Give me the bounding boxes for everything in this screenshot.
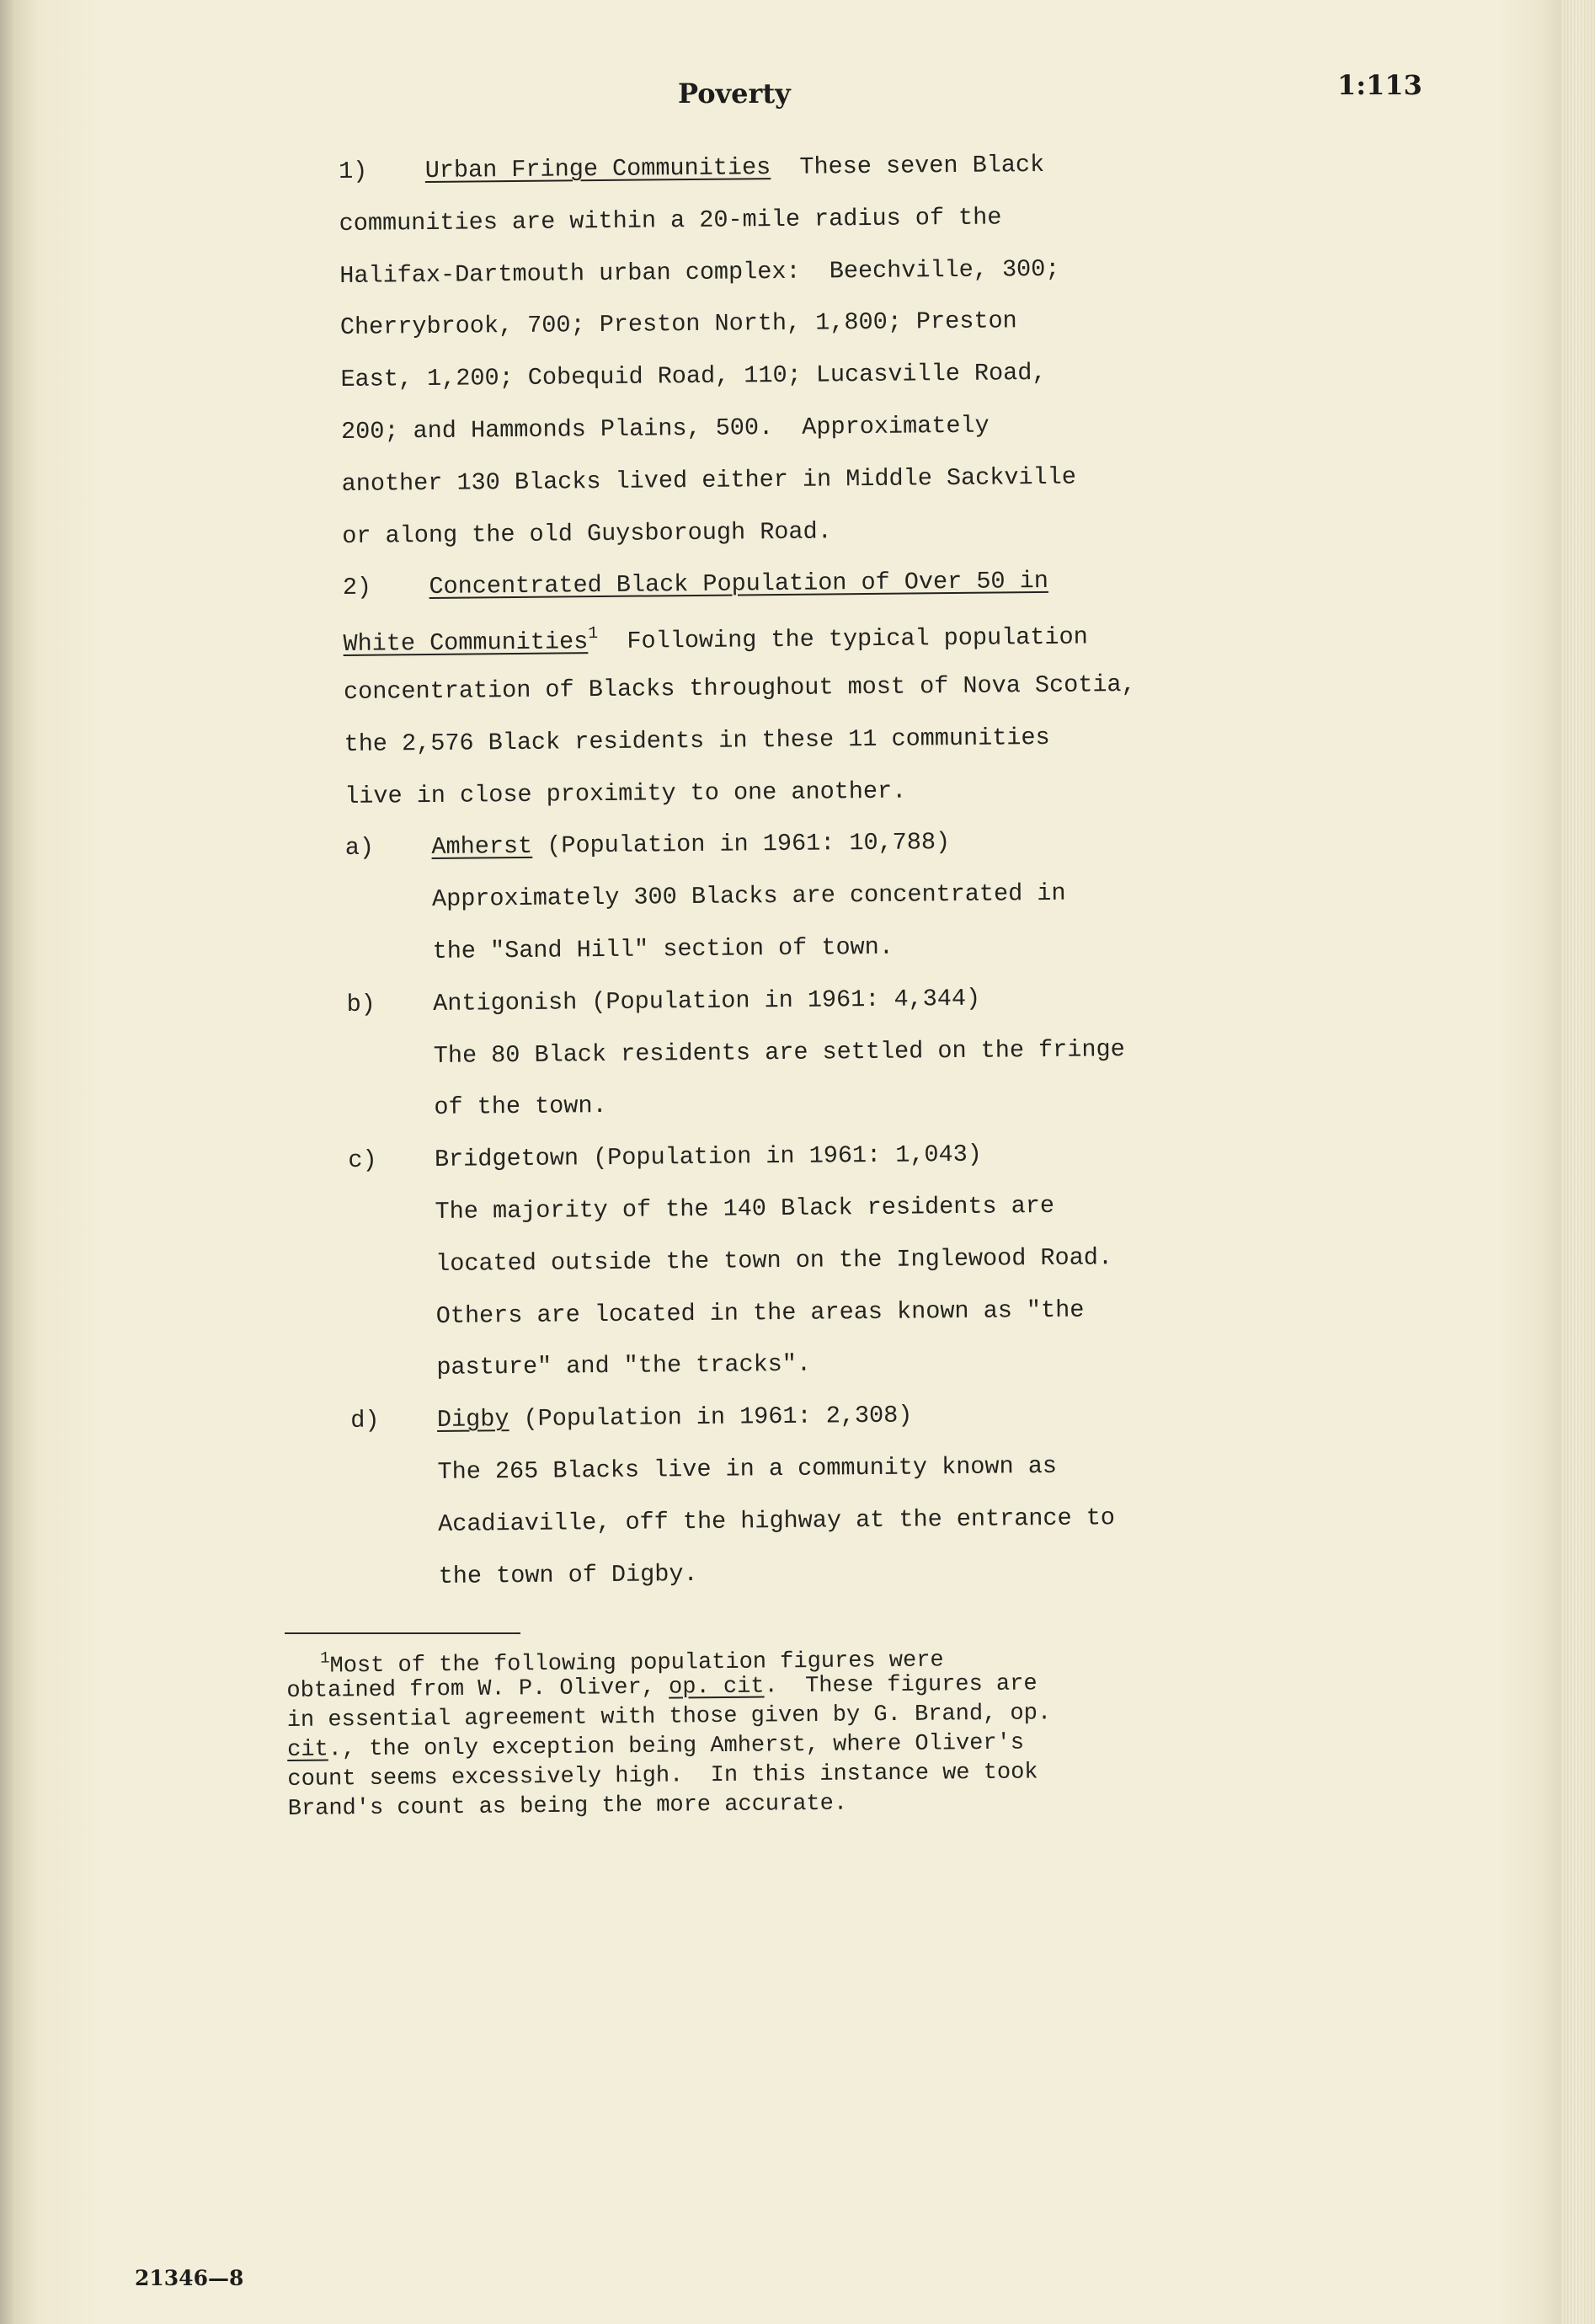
printer-signature: 21346—8 <box>135 2266 244 2290</box>
footnote-line: $^1$Most of the following population figures were <box>319 1648 944 1680</box>
body-line: the 2,576 Black residents in these 11 communities <box>344 723 1050 758</box>
body-line: 1) Urban Fringe Communities These seven Black <box>338 150 1045 185</box>
body-line: East, 1,200; Cobequid Road, 110; Lucasville Road, <box>340 359 1047 394</box>
body-line: Cherrybrook, 700; Preston North, 1,800; Preston <box>339 307 1017 342</box>
body-line: The 80 Black residents are settled on the fringe <box>347 1034 1125 1071</box>
body-line: c) Bridgetown (Population in 1961: 1,043) <box>348 1140 983 1175</box>
body-line: or along the old Guysborough Road. <box>342 516 832 550</box>
body-line: of the town. <box>347 1092 607 1123</box>
body-line: concentration of Blacks throughout most of Nova Scotia, <box>343 670 1136 706</box>
body-line: the "Sand Hill" section of town. <box>345 932 894 966</box>
body-line: located outside the town on the Inglewood Road. <box>349 1243 1113 1279</box>
body-line: live in close proximity to one another. <box>344 777 907 810</box>
body-line: a) Amherst (Population in 1961: 10,788) <box>344 828 951 863</box>
body-line: Others are located in the areas known as "the <box>349 1296 1085 1331</box>
page-edges <box>1561 0 1595 2324</box>
page-number: 1:113 <box>1337 69 1422 101</box>
body-line: pasture" and "the tracks". <box>349 1350 812 1383</box>
body-line: another 130 Blacks lived either in Middle Sackville <box>341 462 1077 498</box>
body-line: Approximately 300 Blacks are concentrated in <box>345 879 1066 915</box>
footnote-line: Brand's count as being the more accurate. <box>287 1791 848 1822</box>
body-line: White Communities$^1$ Following the typical population <box>343 622 1088 659</box>
footnote-line: count seems excessively high. In this instance we took <box>287 1760 1038 1792</box>
body-line: b) Antigonish (Population in 1961: 4,344) <box>346 984 981 1018</box>
body-line: d) Digby (Population in 1961: 2,308) <box>350 1401 913 1435</box>
body-line: the town of Digby. <box>351 1559 698 1591</box>
footnote-line: in essential agreement with those given by G. Brand, op. <box>286 1701 1052 1734</box>
body-line: The 265 Blacks live in a community known as <box>350 1451 1058 1487</box>
body-line: The majority of the 140 Black residents are <box>348 1191 1055 1226</box>
footnote-line: obtained from W. P. Oliver, op. cit. These figures are <box>286 1671 1038 1704</box>
running-header-title: Poverty <box>678 77 791 110</box>
body-line: Halifax-Dartmouth urban complex: Beechville, 300; <box>339 254 1060 290</box>
footnote-rule <box>285 1632 520 1634</box>
body-line: Acadiaville, off the highway at the entrance to <box>351 1504 1116 1539</box>
body-line: 2) Concentrated Black Population of Over 50 in <box>342 567 1049 602</box>
body-line: 200; and Hammonds Plains, 500. Approximately <box>340 411 990 446</box>
footnote-line: cit., the only exception being Amherst, where Oliver's <box>286 1730 1025 1763</box>
body-line: communities are within a 20-mile radius of the <box>339 203 1002 238</box>
